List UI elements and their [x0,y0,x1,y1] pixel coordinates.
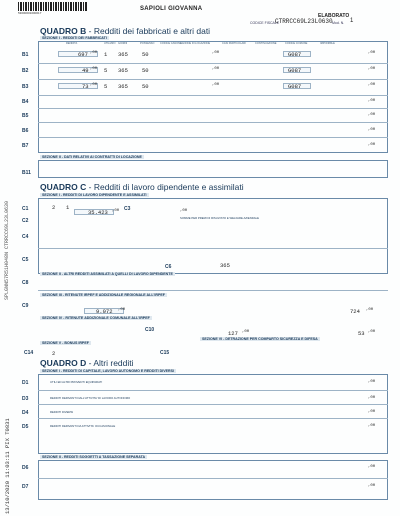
c1-indeterminato[interactable]: 1 [66,204,70,211]
c1-tipologia[interactable]: 2 [52,204,56,211]
b1-comune: G087 [288,51,302,58]
b2-rendita-dec: ,00 [90,67,98,71]
row-label-d3: D3 [22,396,29,402]
b3-canone: ,00 [212,83,220,87]
quadro-d-section1: SEZIONE I - REDDITI DI CAPITALE, LAVORO AUTONOMO E REDDITI DIVERSI [42,369,175,373]
d3-amount: ,00 [368,396,376,400]
row-label-d7: D7 [22,484,29,490]
col-imponibile: IMPONIBILE [320,42,335,45]
b2-possesso[interactable]: 50 [142,67,149,74]
row-divider [38,95,388,96]
col-casi: CASI PARTICOLARI [222,42,246,45]
c4-caption: SOMME PER PREMI DI RISULTATO E WELFARE AZIENDALE [180,216,260,220]
c1-reddito-dec: ,00 [112,209,120,213]
b5-imponibile: ,00 [368,113,376,117]
quadro-c-section2: SEZIONE II - ALTRI REDDITI ASSIMILATI A QUELLI DI LAVORO DIPENDENTE [42,272,173,276]
b3-comune: G087 [288,83,302,90]
b2-comune: G087 [288,67,302,74]
barcode [18,2,88,11]
d5-text: REDDITI DERIVANTI DA ATTIVITA' OCCASIONALE [50,424,116,428]
quadro-c-section4: SEZIONE IV - RITENUTE ADDIZIONALE COMUNALE ALL'IRPEF [42,316,150,320]
b1-imponibile: ,00 [368,51,376,55]
d3-text: REDDITI DERIVANTI DALL'ATTIVITA' DI LAVORO AUTONOMO [50,396,131,400]
b2-utilizzo[interactable]: 5 [104,67,108,74]
row-label-c10: C10 [145,327,155,333]
d5-amount: ,00 [368,424,376,428]
b1-rendita: 697 [78,51,88,58]
col-giorni: GIORNI [118,42,128,45]
col-rendita: RENDITA [66,42,78,45]
col-comune: CODICE COMUNE [285,42,308,45]
c10-saldo: 53 [358,330,365,337]
row-label-b3: B3 [22,84,29,90]
row-divider [38,390,388,391]
row-label-b1: B1 [22,52,29,58]
quadro-c-title: QUADRO C - Redditi di lavoro dipendente e assimilati [40,182,244,192]
quadro-b-section2-frame [38,160,388,178]
codice-fiscale: CTRRCC69L23L0630 [275,18,333,25]
d7-amount: ,00 [368,484,376,488]
quadro-c-section5: SEZIONE V - BONUS IRPEF [42,341,89,345]
col-canone: CANONE DI LOCAZIONE [180,42,211,45]
b2-rendita: 49 [82,67,89,74]
b7-imponibile: ,00 [368,143,376,147]
row-label-c2: C2 [22,218,29,224]
col-continuazione: CONTINUAZIONE [255,42,277,45]
c9-irpef-dec: ,00 [118,308,126,312]
modulo-number: 1 [350,18,354,24]
c9-regionale: 724 [350,308,360,315]
row-divider [38,79,388,80]
taxpayer-name: SAPIOLI GIOVANNA [140,6,203,12]
c10-value-dec: ,00 [242,330,250,334]
quadro-c-section3: SEZIONE III - RITENUTE IRPEF E ADDIZIONALE REGIONALE ALL'IRPEF [42,293,165,297]
row-label-c15: C15 [160,350,170,356]
d1-text: UTILI ED ALTRI PROVENTI EQUIPARATI [50,380,103,384]
quadro-d-title: QUADRO D - Altri redditi [40,358,134,368]
b3-giorni[interactable]: 365 [118,83,128,90]
c6-giorni[interactable]: 365 [220,262,230,269]
row-label-d5: D5 [22,424,29,430]
barcode-number: 53000001000017 [18,11,42,15]
d4-amount: ,00 [368,410,376,414]
b1-giorni[interactable]: 365 [118,51,128,58]
row-divider [38,137,388,138]
c1-reddito: 35.423 [88,209,108,216]
c3-amount: ,00 [180,209,188,213]
b2-canone: ,00 [212,67,220,71]
b3-imponibile: ,00 [368,83,376,87]
side-code: SPLGNN57R51H048N CTRRCC69L23L0630 [4,200,10,300]
codice-fiscale-label: CODICE FISCALE [250,21,280,25]
d6-amount: ,00 [368,465,376,469]
quadro-d-section2: SEZIONE II - REDDITI SOGGETTI A TASSAZIONE SEPARATA [42,455,146,459]
quadro-c-section6: SEZIONE VI - DETRAZIONE PER COMPARTO SICUREZZA E DIFESA [202,337,318,341]
row-label-b11: B11 [22,170,31,176]
row-label-b7: B7 [22,143,29,149]
row-divider [38,404,388,405]
quadro-b-title: QUADRO B - Redditi dei fabbricati e altri dati [40,26,211,36]
row-label-c6: C6 [165,264,172,270]
c10-value: 127 [228,330,238,337]
b3-utilizzo[interactable]: 5 [104,83,108,90]
col-possesso: POSSESSO [140,42,155,45]
row-label-d4: D4 [22,410,29,416]
quadro-c-section1: SEZIONE I - REDDITI DI LAVORO DIPENDENTE E ASSIMILATI [42,193,147,197]
row-label-c14: C14 [24,350,34,356]
b2-giorni[interactable]: 365 [118,67,128,74]
b1-possesso[interactable]: 50 [142,51,149,58]
row-label-c8: C8 [22,280,29,286]
row-label-c4: C4 [22,234,29,240]
b4-imponibile: ,00 [368,99,376,103]
row-divider [38,108,388,109]
quadro-b-section1: SEZIONE I - REDDITI DEI FABBRICATI [42,36,107,40]
row-divider [38,248,388,249]
d4-text: REDDITI DIVERSI [50,410,74,414]
row-label-c1: C1 [22,206,29,212]
b1-canone: ,00 [212,51,220,55]
row-label-c5: C5 [22,257,29,263]
c9-regionale-dec: ,00 [366,308,374,312]
b3-rendita-dec: ,00 [90,83,98,87]
modulo-label: Mod. N. [332,21,345,25]
quadro-d-section2-frame [38,460,388,500]
b1-rendita-dec: ,00 [90,51,98,55]
b1-utilizzo[interactable]: 1 [104,51,108,58]
row-divider [38,63,388,64]
c14-code[interactable]: 2 [52,350,56,357]
row-label-c9: C9 [22,303,29,309]
b2-imponibile: ,00 [368,67,376,71]
row-label-d6: D6 [22,465,29,471]
row-label-b2: B2 [22,68,29,74]
row-divider [38,478,388,479]
d1-amount: ,00 [368,380,376,384]
print-timestamp: 13/10/2020 11:03:11 PIX T0831 [4,418,11,514]
b6-imponibile: ,00 [368,128,376,132]
row-label-c3: C3 [124,206,131,212]
b3-rendita: 73 [82,83,89,90]
b3-possesso[interactable]: 50 [142,83,149,90]
row-divider [38,290,388,291]
row-divider [38,122,388,123]
c10-saldo-dec: ,00 [368,330,376,334]
col-utilizzo: UTILIZZO [104,42,116,45]
col-codice-canone: CODICE CANONE [160,42,182,45]
row-label-b4: B4 [22,99,29,105]
c9-irpef: 9.072 [96,308,113,315]
row-label-b6: B6 [22,128,29,134]
row-label-d1: D1 [22,380,29,386]
row-label-b5: B5 [22,113,29,119]
row-divider [38,418,388,419]
quadro-b-section2: SEZIONE II - DATI RELATIVI AI CONTRATTI DI LOCAZIONE [42,155,142,159]
status-stamp: ELABORATO [318,13,350,19]
quadro-d-frame [38,374,388,454]
